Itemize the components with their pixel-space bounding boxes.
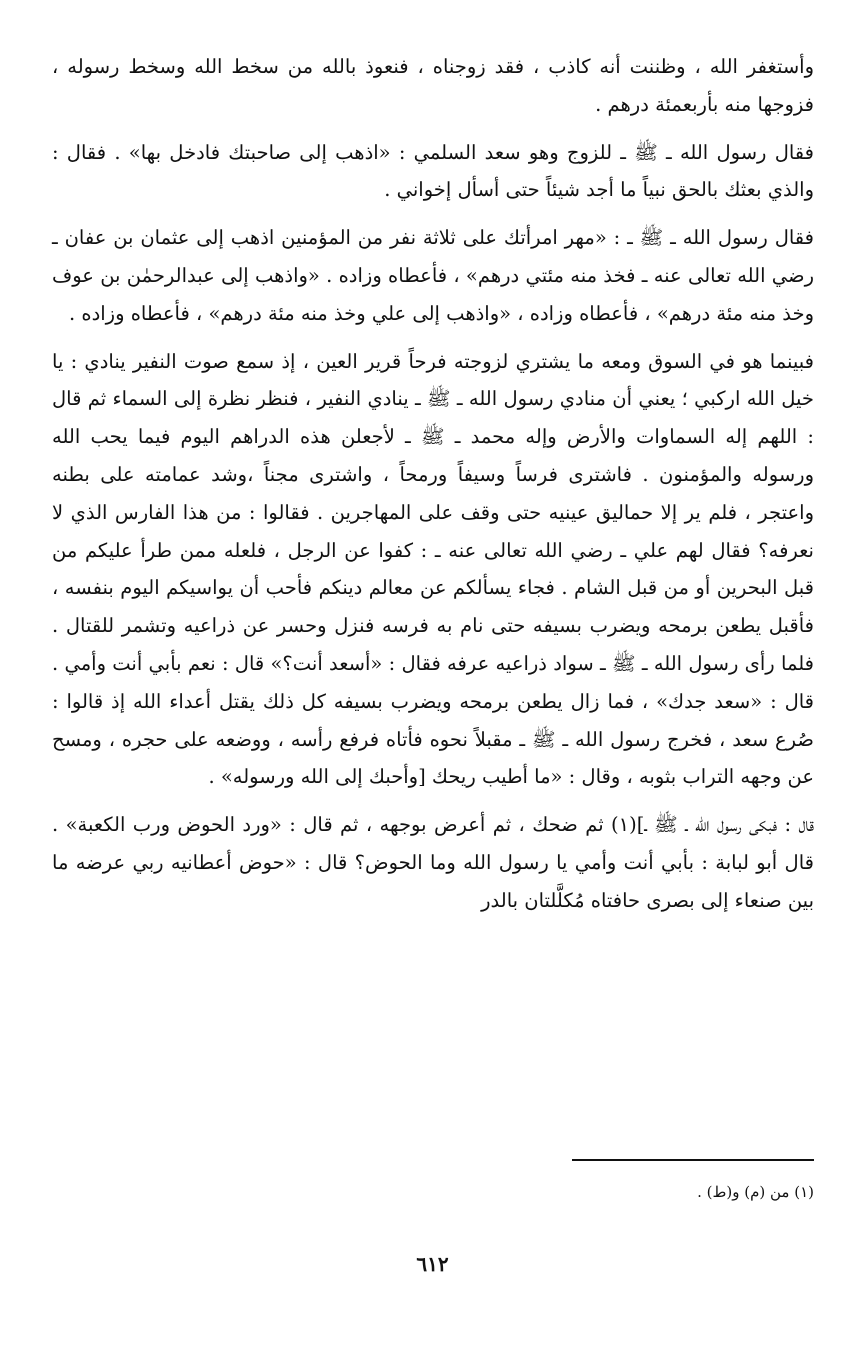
footnote-divider (572, 1159, 814, 1161)
paragraph-2: فقال رسول الله ـ ﷺ ـ للزوج وهو سعد السلمي : «اذهب إلى صاحبتك فادخل بها» . فقال : والذي بعثك بالحق نبياً ما أجد شيئاً حتى أسأل إخواني . (52, 140, 814, 202)
paragraph-4: فبينما هو في السوق ومعه ما يشتري لزوجته فرحاً قرير العين ، إذ سمع صوت النفير ينادي : يا خيل الله اركبي ؛ يعني أن منادي رسول الله ـ ﷺ ـ ينادي النفير ، فنظر نظرة إلى السماء ثم قال : اللهم إله السماوات والأرض وإله محمد ـ ﷺ ـ لأجعلن هذه الدراهم اليوم فيما يحب الله ورسوله والمؤمنون . فاشترى فرساً وسيفاً ورمحاً ، واشترى مجناً ،وشد عمامته على بطنه واعتجر ، فلم ير إلا حماليق عينيه حتى وقف على المهاجرين . فقالوا : من هذا الفارس الذي لا نعرفه؟ فقال لهم علي ـ رضي الله تعالى عنه ـ : كفوا عن الرجل ، فلعله ممن طرأ عليكم من قبل البحرين أو من قبل الشام . فجاء يسألكم عن معالم دينكم فأحب أن يواسيكم اليوم بنفسه ، فأقبل يطعن برمحه ويضرب بسيفه حتى نام به فرسه فنزل وحسر عن ذراعيه وتشمر للقتال . فلما رأى رسول الله ـ ﷺ ـ سواد ذراعيه عرفه فقال : «أسعد أنت؟» قال : نعم بأبي أنت وأمي . قال : «سعد جدك» ، فما زال يطعن برمحه ويضرب بسيفه كل ذلك يقتل أعداء الله إذ قالوا : صُرع سعد ، فخرج رسول الله ـ ﷺ ـ مقبلاً نحوه فأتاه فرفع رأسه ، ووضعه على حجره ، ومسح عن وجهه التراب بثوبه ، وقال : «ما أطيب ريحك [وأحبك إلى الله ورسوله» . (52, 349, 814, 789)
page-body (52, 48, 814, 920)
paragraph-5: قال : فبكى رسول الله ـ ﷺ ـ](١) ثم ضحك ، ثم أعرض بوجهه ، ثم قال : «ورد الحوض ورب الكعبة» . قال أبو لبابة : بأبي أنت وأمي يا رسول الله وما الحوض؟ قال : «حوض أعطانيه ربي عرضه ما بين صنعاء إلى بصرى حافتاه مُكلَّلتان بالدر (52, 813, 815, 912)
page-number: ٦١٢ (416, 1252, 449, 1276)
footnote: (١) من (م) و(ط) . (697, 1183, 814, 1201)
paragraph-3: فقال رسول الله ـ ﷺ ـ : «مهر امرأتك على ثلاثة نفر من المؤمنين اذهب إلى عثمان بن عفان ـ رضي الله تعالى عنه ـ فخذ منه مئتي درهم» ، فأعطاه وزاده . «واذهب إلى عبدالرحمٰن بن عوف وخذ منه مئة درهم» ، فأعطاه وزاده ، «واذهب إلى علي وخذ منه مئة درهم» ، فأعطاه وزاده . (52, 226, 814, 325)
paragraph-1: وأستغفر الله ، وظننت أنه كاذب ، فقد زوجناه ، فنعوذ بالله من سخط الله وسخط رسوله ، فزوجها منه بأربعمئة درهم . (52, 55, 814, 116)
